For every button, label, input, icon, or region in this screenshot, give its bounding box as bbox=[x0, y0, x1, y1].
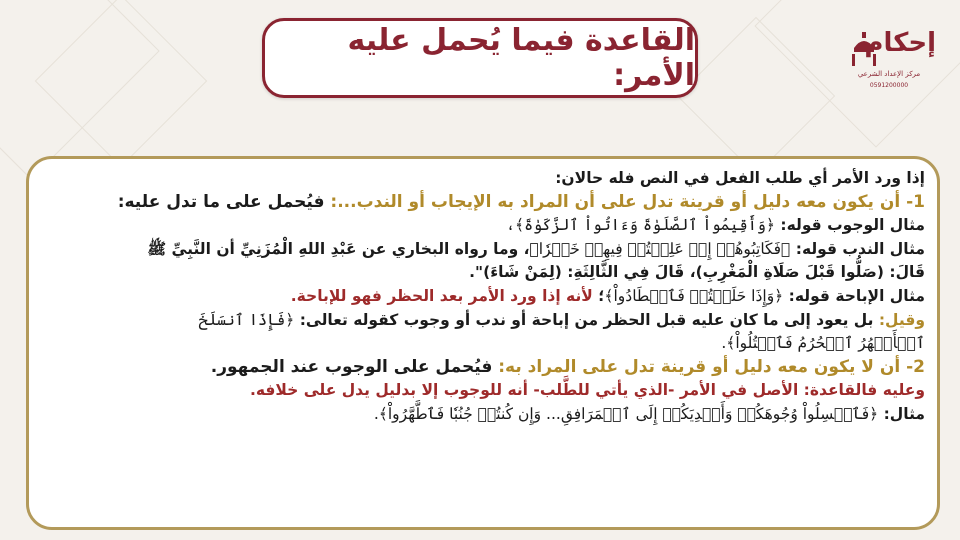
page-title: القاعدة فيما يُحمل عليه الأمر: bbox=[347, 23, 695, 93]
logo-subtitle: مركز الإعداد الشرعي bbox=[857, 70, 921, 78]
case-one-rule: فيُحمل على ما تدل عليه: bbox=[117, 191, 331, 212]
rule-label: وعليه فالقاعدة: bbox=[798, 381, 925, 400]
permissibility-separator: ؛ bbox=[592, 286, 605, 305]
logo-phone: 0591200000 bbox=[869, 82, 909, 89]
final-example-label: مثال: bbox=[878, 404, 925, 423]
case-one-line bbox=[41, 191, 925, 215]
intro-line bbox=[41, 167, 925, 191]
permissibility-example-line bbox=[41, 285, 925, 309]
alternative-opinion-verse-start: ﴿فَإِذَا ٱنسَلَخَ bbox=[198, 310, 295, 329]
logo-wordmark: إحكام bbox=[864, 28, 936, 58]
permissibility-label: مثال الإباحة قوله: bbox=[783, 286, 925, 305]
recommendation-label: مثال الندب قوله: bbox=[790, 239, 925, 258]
obligation-example-line bbox=[41, 214, 925, 238]
final-example-line bbox=[41, 403, 925, 427]
permissibility-verse: ﴿وَإِذَا حَلَلۡتُمۡ فَٱصۡطَادُواْ﴾ bbox=[604, 286, 784, 305]
recommendation-example-line bbox=[41, 238, 925, 262]
verse-continuation-line bbox=[41, 332, 925, 356]
hadith-text: قَالَ: (صَلُّوا قَبْلَ صَلَاةِ الْمَغْرِبِ)، قَالَ فِي الثَّالِثَةِ: (لِمَنْ شَاءَ)". bbox=[469, 263, 925, 282]
final-example-verse: ﴿فَٱغۡسِلُواْ وُجُوهَكُمۡ وَأَيۡدِيَكُمۡ إِلَى ٱلۡمَرَافِقِ... وَإِن كُنتُمۡ جُنُبٗا فَٱطَّهَّرُواْ﴾. bbox=[373, 404, 879, 423]
obligation-label: مثال الوجوب قوله: bbox=[775, 216, 925, 235]
alternative-opinion-text: بل يعود إلى ما كان عليه قبل الحظر من إباحة أو ندب أو وجوب كقوله تعالى: bbox=[294, 310, 874, 329]
rule-line bbox=[41, 379, 925, 403]
obligation-verse: ﴿وَأَقِيمُواْ ٱلصَّلَوٰةَ وَءَاتُواْ ٱلزَّكَوٰةَ﴾، bbox=[505, 216, 776, 235]
case-two-rule: فيُحمل على الوجوب عند الجمهور. bbox=[210, 356, 493, 377]
alternative-opinion-label: وقيل: bbox=[873, 310, 925, 329]
content-panel bbox=[26, 156, 940, 530]
alternative-opinion-verse-end: ٱلۡأَشۡهُرُ ٱلۡحُرُمُ فَٱقۡتُلُواْ﴾. bbox=[721, 334, 925, 353]
logo bbox=[840, 20, 940, 98]
rule-text: الأصل في الأمر -الذي يأتي للطَّلب- أنه للوجوب إلا بدليل يدل على خلافه. bbox=[249, 381, 799, 400]
case-two-heading: 2- أن لا يكون معه دليل أو قرينة تدل على المراد به: bbox=[492, 356, 925, 377]
case-one-heading: 1- أن يكون معه دليل أو قرينة تدل على أن المراد به الإيجاب أو الندب...: bbox=[330, 191, 925, 212]
intro-text: إذا ورد الأمر أي طلب الفعل في النص فله حالان: bbox=[555, 169, 925, 187]
recommendation-hadith-intro: ، وما رواه البخاري عن عَبْدِ اللهِ الْمُزَنِيِّ أن النَّبِيِّ ﷺ bbox=[147, 239, 530, 258]
recommendation-verse: ﴿فَكَاتِبُوهُمۡ إِنۡ عَلِمۡتُمۡ فِيهِمۡ خَيۡرٗا﴾ bbox=[529, 239, 791, 258]
title-banner bbox=[262, 18, 698, 98]
alternative-opinion-line bbox=[41, 309, 925, 333]
hadith-line bbox=[41, 261, 925, 285]
permissibility-reason: لأنه إذا ورد الأمر بعد الحظر فهو للإباحة. bbox=[290, 286, 593, 305]
case-two-line bbox=[41, 356, 925, 380]
